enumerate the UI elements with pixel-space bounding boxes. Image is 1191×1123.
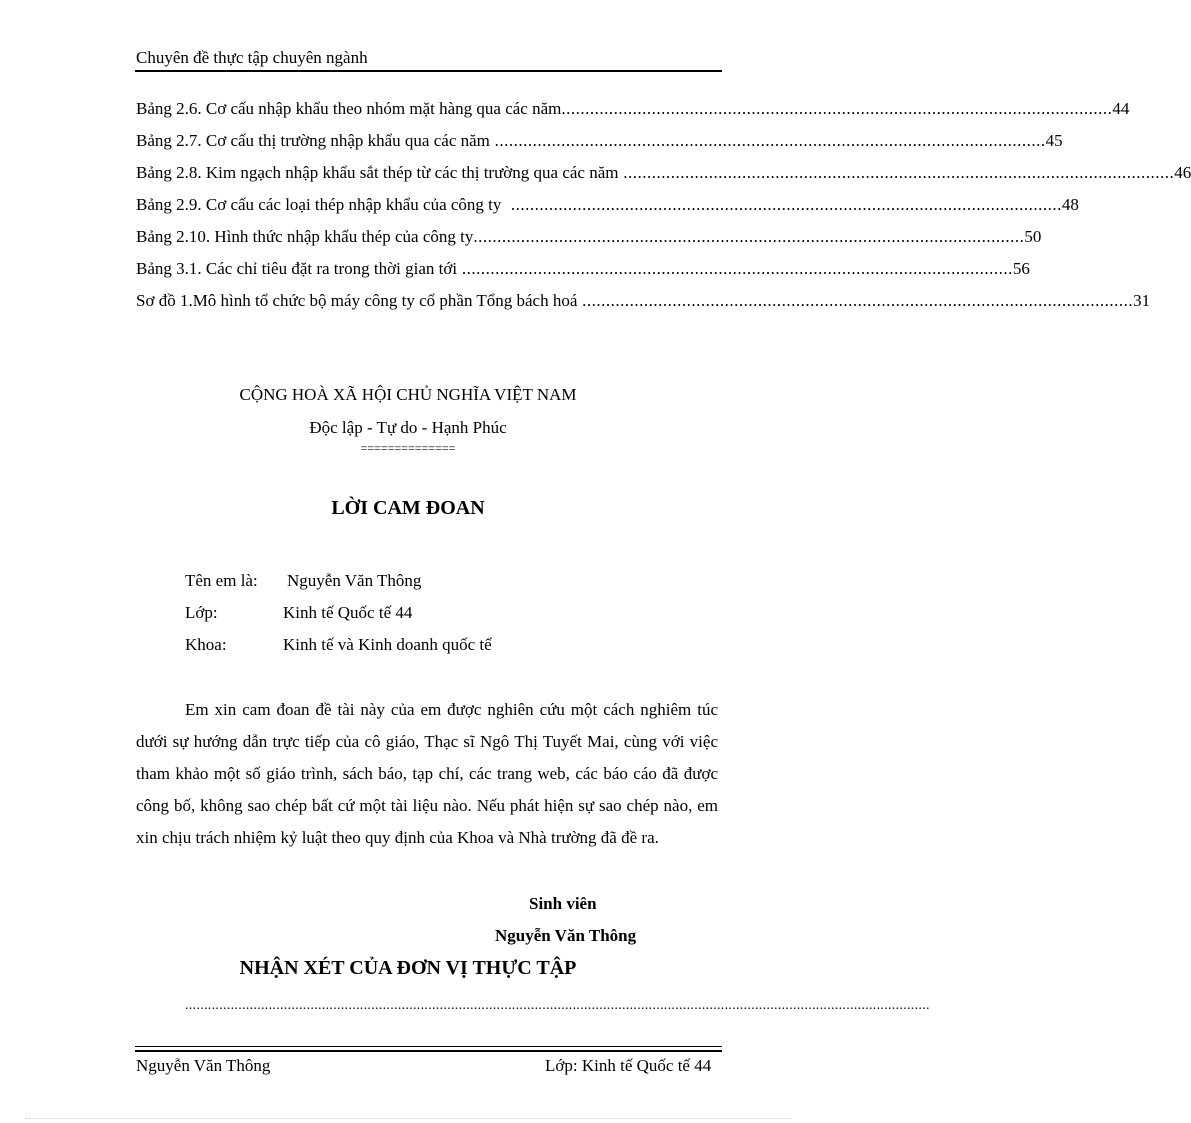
- national-title: CỘNG HOÀ XÃ HỘI CHỦ NGHĨA VIỆT NAM: [239, 385, 577, 404]
- toc-row: [136, 223, 1042, 246]
- toc-row: [136, 159, 1191, 182]
- toc-page: 48: [1061, 195, 1079, 214]
- info-faculty-label: Khoa:: [185, 635, 227, 654]
- info-class-row: [185, 603, 413, 623]
- footer-author: Nguyễn Văn Thông: [136, 1056, 271, 1075]
- signature-name: Nguyễn Văn Thông: [495, 926, 637, 945]
- toc-row: [136, 255, 1030, 278]
- signature-role: Sinh viên: [529, 894, 597, 913]
- toc-leader: ....................................................................................................................: [473, 227, 1025, 246]
- title-separator: ==============: [360, 441, 456, 455]
- national-motto: Độc lập - Tự do - Hạnh Phúc: [309, 418, 507, 437]
- declaration-text: Em xin cam đoan đề tài này của em được nghiên cứu một cách nghiêm túc dưới sự hướng dẫn trực tiếp của cô giáo, Thạc sĩ Ngô Thị Tuyết Mai, cùng với việc tham khảo một số giáo trình, sách báo, tạp chí, các trang web, các báo cáo đã được công bố, không sao chép bất cứ một tài liệu nào. Nếu phát hiện sự sao chép nào, em xin chịu trách nhiệm kỷ luật theo quy định của Khoa và Nhà trường đã đề ra.: [136, 700, 718, 847]
- info-faculty-value: Kinh tế và Kinh doanh quốc tế: [283, 635, 492, 654]
- toc-label: Sơ đồ 1.Mô hình tổ chức bộ máy công ty cổ phần Tổng bách hoá: [136, 291, 578, 310]
- toc-row: [136, 95, 1130, 118]
- info-name-label: Tên em là:: [185, 571, 258, 590]
- footer-rule: [135, 1050, 722, 1052]
- toc-leader: ....................................................................................................................: [577, 291, 1134, 310]
- toc-page: 31: [1133, 291, 1151, 310]
- toc-label: Bảng 2.7. Cơ cấu thị trường nhập khẩu qua các năm: [136, 131, 490, 150]
- toc-page: 50: [1024, 227, 1042, 246]
- toc-row: [136, 191, 1079, 214]
- header-rule: [135, 70, 722, 72]
- info-class-value: Kinh tế Quốc tế 44: [283, 603, 413, 622]
- info-name-value: Nguyễn Văn Thông: [287, 571, 422, 590]
- dotted-fill-line: ....................................................................................................................................................................................................: [185, 998, 930, 1013]
- info-name-row: [185, 571, 422, 591]
- declaration-paragraph: [136, 694, 718, 854]
- toc-label: Bảng 2.6. Cơ cấu nhập khẩu theo nhóm mặt hàng qua các năm: [136, 99, 562, 118]
- section-title: NHẬN XÉT CỦA ĐƠN VỊ THỰC TẬP: [239, 957, 577, 979]
- toc-leader: ....................................................................................................................: [457, 259, 1013, 278]
- toc-row: [136, 287, 1151, 310]
- toc-leader: ....................................................................................................................: [561, 99, 1113, 118]
- footer-class: Lớp: Kinh tế Quốc tế 44: [545, 1056, 712, 1075]
- toc-label: Bảng 2.10. Hình thức nhập khẩu thép của công ty: [136, 227, 474, 246]
- toc-leader: ....................................................................................................................: [489, 131, 1046, 150]
- info-faculty-row: [185, 635, 492, 655]
- toc-leader: ....................................................................................................................: [501, 195, 1062, 214]
- footer-rule: [135, 1046, 722, 1047]
- toc-page: 56: [1012, 259, 1030, 278]
- toc-row: [136, 127, 1063, 150]
- toc-leader: ....................................................................................................................: [618, 163, 1175, 182]
- info-class-label: Lớp:: [185, 603, 218, 622]
- toc-label: Bảng 2.8. Kim ngạch nhập khẩu sắt thép từ các thị trường qua các năm: [136, 163, 619, 182]
- running-header: Chuyên đề thực tập chuyên ngành: [136, 48, 368, 67]
- page-edge: [25, 1118, 791, 1119]
- toc-page: 44: [1112, 99, 1130, 118]
- page-title: LỜI CAM ĐOAN: [331, 497, 485, 519]
- toc-page: 46: [1174, 163, 1191, 182]
- toc-label: Bảng 3.1. Các chỉ tiêu đặt ra trong thời gian tới: [136, 259, 458, 278]
- toc-page: 45: [1045, 131, 1063, 150]
- toc-label: Bảng 2.9. Cơ cấu các loại thép nhập khẩu của công ty: [136, 195, 502, 214]
